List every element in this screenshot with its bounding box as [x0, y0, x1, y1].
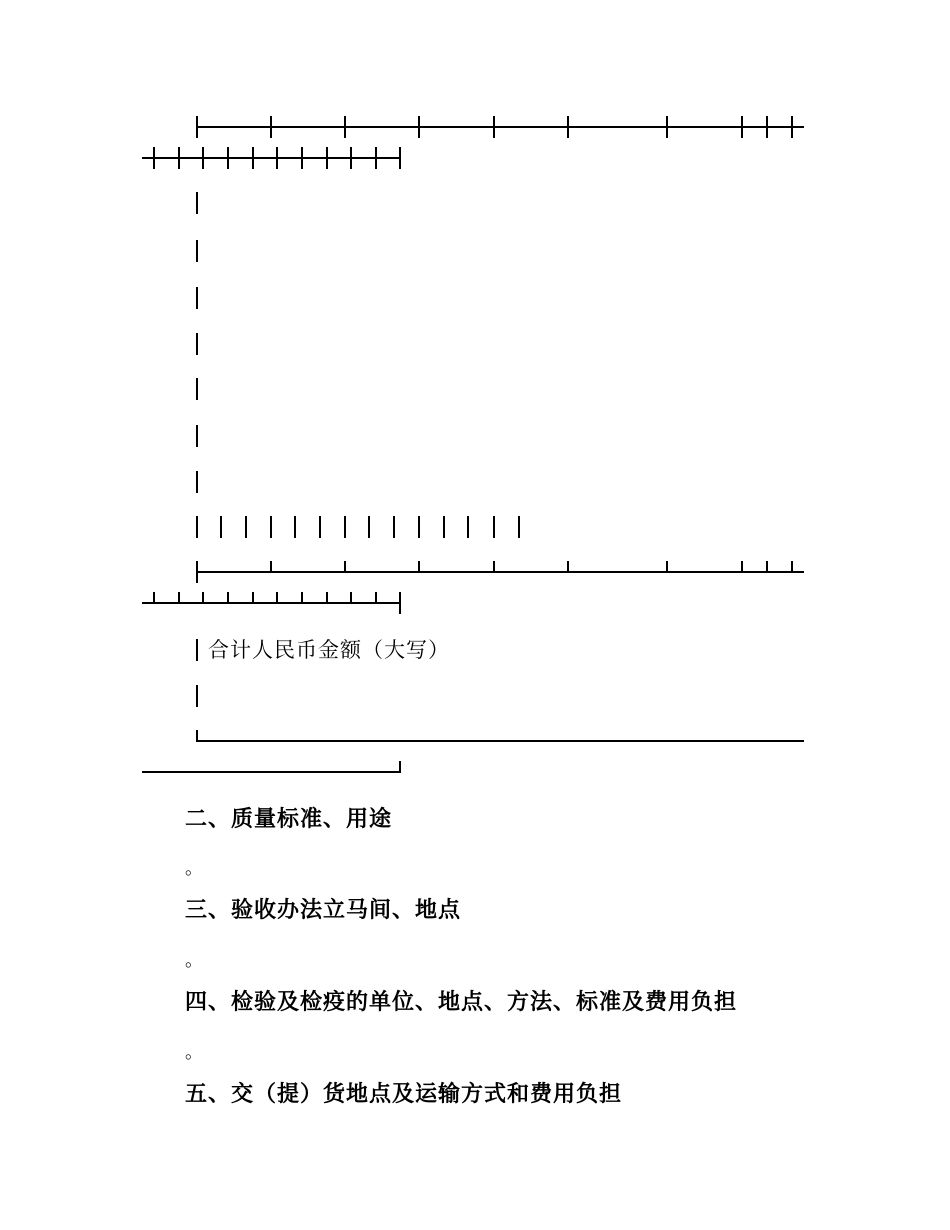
section-content-acceptance: 。: [185, 950, 203, 971]
table-bottom-border: [196, 740, 804, 742]
section-heading-quality: 二、质量标准、用途: [185, 807, 393, 832]
table-left-border: [196, 192, 198, 214]
table-top-border: [196, 126, 804, 128]
section-heading-inspection: 四、检验及检疫的单位、地点、方法、标准及费用负担: [185, 990, 738, 1015]
section-heading-acceptance: 三、验收办法立马间、地点: [185, 898, 462, 923]
total-amount-label: 合计人民币金额（大写）: [208, 638, 450, 662]
section-content-quality: 。: [185, 858, 203, 879]
table-middle-border: [196, 571, 804, 573]
section-heading-delivery: 五、交（提）货地点及运输方式和费用负担: [185, 1082, 623, 1107]
section-content-inspection: 。: [185, 1042, 203, 1063]
